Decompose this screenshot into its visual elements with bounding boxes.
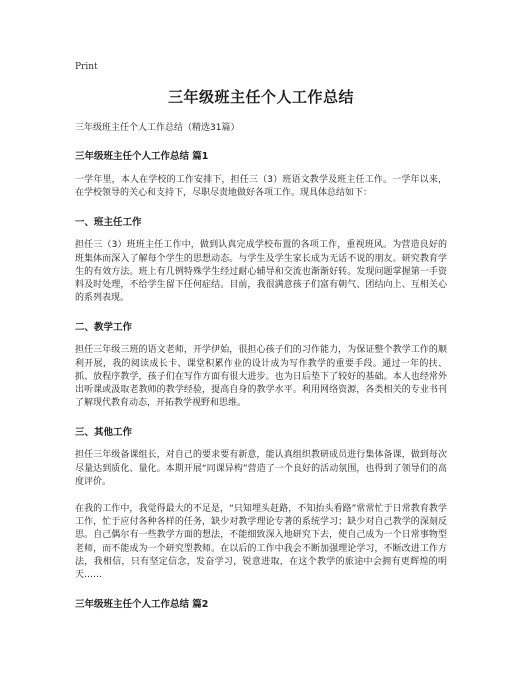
print-link[interactable]: Print bbox=[75, 62, 98, 72]
page-title: 三年级班主任个人工作总结 bbox=[167, 88, 354, 106]
article-1-heading: 三年级班主任个人工作总结 篇1 bbox=[75, 151, 209, 162]
document-page bbox=[75, 62, 447, 622]
intro-paragraph: 一学年里，本人在学校的工作安排下，担任三（3）班语文教学及班主任工作。一学年以来，在学校领导的关心和支持下，尽职尽责地做好各项工作。现具体总结如下： bbox=[75, 175, 447, 199]
section-2-paragraph: 担任三年级三班的语文老师，开学伊始，很担心孩子们的习作能力，为保证整个教学工作的顺利开展，我的阅读成长卡、课堂积累作业的设计成为写作教学的重要手段。通过一年的扶、抓、放程序教学，孩子们在写作方面有很大进步。也为日后垫下了较好的基础。本人也经常外出听课或汲取老教师的教学经验，提高自身的教学水平。利用网络资源，各类相关的专业书刊了解现代教育动态，开拓教学视野和思维。 bbox=[75, 345, 447, 409]
article-2-heading: 三年级班主任个人工作总结 篇2 bbox=[75, 599, 209, 611]
section-1-heading: 一、班主任工作 bbox=[75, 217, 142, 229]
section-1-paragraph: 担任三（3）班班主任工作中，做到认真完成学校布置的各项工作，重视班风。为营造良好的班集体而深入了解每个学生的思想动态。与学生及学生家长成为无话不说的朋友。研究教育学生的有效方法。班上有几例特殊学生经过耐心辅导和交流也渐渐好转。发现问题掌握第一手资料及时处理，不给学生留下任何症结。目前，我很满意孩子们富有朝气、团结向上、互相关心的系列表现。 bbox=[75, 240, 447, 304]
section-3-heading: 三、其他工作 bbox=[75, 427, 133, 439]
section-2-heading: 二、教学工作 bbox=[75, 322, 133, 334]
reflection-paragraph: 在我的工作中，我觉得最大的不足是，“只知埋头赶路，不知抬头看路”常常忙于日常教育教学工作，忙于应付各种各样的任务，缺少对教学理论专著的系统学习；缺少对自己教学的深刻反思。自己偶尔有一些教学方面的想法，不能细致深入地研究下去，使自己成为一个日常事物型老师，而不能成为一个研究型教师。在以后的工作中我会不断加强理论学习，不断改进工作方法，我相信，只有坚定信念，发奋学习，锐意进取，在这个教学的旅途中会拥有更辉煌的明天…… bbox=[75, 504, 447, 581]
section-3-paragraph: 担任三年级备课组长，对自己的要求要有新意，能认真组织教研成员进行集体备课，做到每次尽量达到质化、量化。本期开展“同课异构”营造了一个良好的活动氛围，也得到了领导们的高度评价。 bbox=[75, 450, 447, 487]
document-subtitle: 三年级班主任个人工作总结（精选31篇） bbox=[75, 123, 240, 133]
